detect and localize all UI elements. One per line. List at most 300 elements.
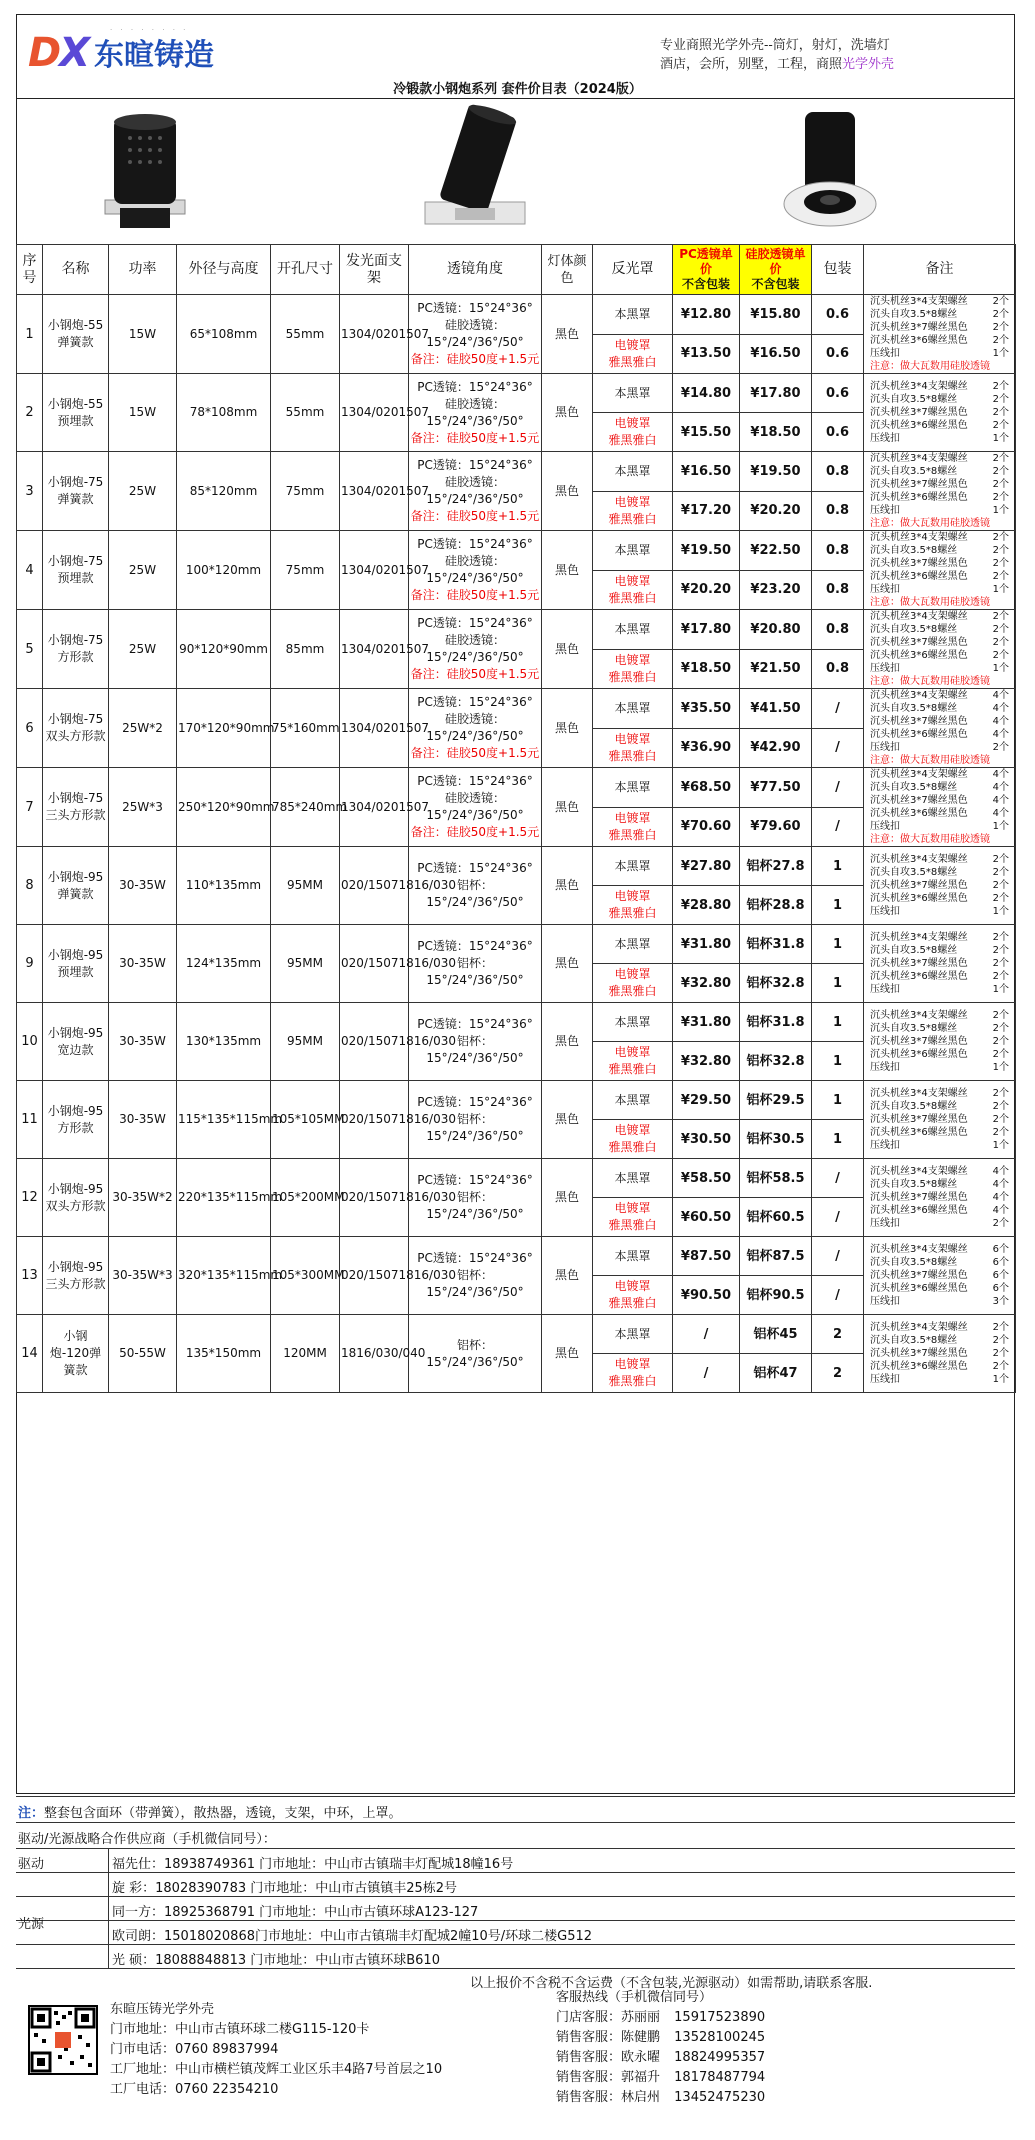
pc-price: /	[673, 1354, 740, 1393]
note-label: 注：	[18, 1806, 45, 1821]
bracket-spec: 1304/0201507	[340, 610, 409, 689]
note-line	[870, 1022, 1009, 1035]
note-line	[870, 1256, 1009, 1269]
note-qty: 2个	[992, 1010, 1009, 1021]
footer-divider	[16, 1944, 1015, 1945]
note-line	[870, 983, 1009, 996]
footer-divider	[16, 1796, 1015, 1797]
note-line	[870, 728, 1009, 741]
dimensions: 85*120mm	[177, 452, 271, 531]
body-color: 黑色	[542, 925, 593, 1003]
slogan-line-2: 酒店，会所，别墅，工程，商照	[660, 57, 843, 72]
supplier-title: 驱动/光源战略合作供应商（手机微信同号）：	[18, 1832, 276, 1847]
accessory-notes	[864, 295, 1016, 374]
note-qty: 2个	[992, 1088, 1009, 1099]
reflector-plated	[593, 807, 673, 847]
pack-size: 1	[812, 1081, 864, 1120]
cutout-size: 85mm	[271, 610, 340, 689]
lens-note: 备注：硅胶50度+1.5元	[410, 667, 540, 681]
note-line	[870, 295, 1009, 308]
note-qty: 2个	[992, 1218, 1009, 1229]
reflector-plated	[593, 886, 673, 925]
note-qty: 2个	[992, 1023, 1009, 1034]
pack-size: /	[812, 768, 864, 808]
si-price: ¥21.50	[740, 649, 812, 689]
product-name: 小钢炮-120弹簧款	[43, 1315, 109, 1393]
pack-size: 0.8	[812, 491, 864, 531]
row-number: 5	[17, 610, 43, 689]
service-info	[556, 1988, 765, 2108]
warn-note: 注意：做大瓦数用硅胶透镜	[870, 518, 990, 529]
reflector-plated-1: 电镀罩	[614, 967, 651, 981]
drive-label: 驱动	[18, 1857, 45, 1872]
pack-size: /	[812, 689, 864, 729]
note-line	[870, 1269, 1009, 1282]
table-row	[17, 847, 1016, 886]
si-price: 铝杯31.8	[740, 925, 812, 964]
lens-al: 铝杯：15°/24°/36°/50°	[426, 1034, 524, 1065]
body-color: 黑色	[542, 295, 593, 374]
note-item: 沉头机丝3*4支架螺丝	[870, 769, 968, 780]
note-qty: 2个	[992, 558, 1009, 569]
note-line	[870, 1373, 1009, 1386]
note-item: 沉头机丝3*7螺丝黑色	[870, 795, 968, 806]
product-name: 小钢炮-95宽边款	[43, 1003, 109, 1081]
dimensions: 115*135*115mm	[177, 1081, 271, 1159]
cutout-size: 785*240mm	[271, 768, 340, 847]
reflector-plated	[593, 1120, 673, 1159]
note-qty: 2个	[992, 611, 1009, 622]
power: 25W*2	[109, 689, 177, 768]
lens-al: 铝杯：15°/24°/36°/50°	[426, 956, 524, 987]
table-row	[17, 610, 1016, 650]
note-item: 沉头机丝3*4支架螺丝	[870, 1166, 968, 1177]
dimensions: 100*120mm	[177, 531, 271, 610]
supplier-item: 福先仕：18938749361 门市地址：中山市古镇瑞丰灯配城18幢16号	[112, 1857, 514, 1872]
lens-pc: PC透镜：15°24°36°	[417, 537, 533, 551]
note-line	[870, 866, 1009, 879]
note-qty: 2个	[992, 571, 1009, 582]
note-qty: 2个	[992, 945, 1009, 956]
pc-price-label: PC透镜单价	[679, 247, 733, 276]
note-line	[870, 741, 1009, 754]
title-divider	[16, 98, 1015, 99]
dimensions: 65*108mm	[177, 295, 271, 374]
si-price: 铝杯28.8	[740, 886, 812, 925]
reflector-plated-2: 雅黑雅白	[608, 433, 657, 447]
lens-pc: PC透镜：15°24°36°	[417, 861, 533, 875]
lens-angle	[409, 610, 542, 689]
note-item: 沉头机丝3*7螺丝黑色	[870, 1192, 968, 1203]
pack-size: 2	[812, 1315, 864, 1354]
reflector-plated-2: 雅黑雅白	[608, 748, 657, 763]
dx-logo-mark: DX	[28, 30, 89, 76]
bracket-spec: 1304/0201507	[340, 452, 409, 531]
note-qty: 2个	[992, 335, 1009, 346]
table-row	[17, 452, 1016, 492]
accessory-notes	[864, 1237, 1016, 1315]
pack-size: 2	[812, 1354, 864, 1393]
lens-pc: PC透镜：15°24°36°	[417, 1017, 533, 1031]
dimensions: 170*120*90mm	[177, 689, 271, 768]
header-lens: 透镜角度	[409, 245, 542, 295]
note-qty: 1个	[992, 1374, 1009, 1385]
cutout-size: 120MM	[271, 1315, 340, 1393]
accessory-notes	[864, 531, 1016, 610]
note-line	[870, 308, 1009, 321]
note-qty: 4个	[992, 716, 1009, 727]
note-item: 沉头自攻3.5*8螺丝	[870, 1101, 958, 1112]
downlight-trimless-icon	[780, 108, 880, 238]
reflector-plated-2: 雅黑雅白	[608, 1296, 657, 1310]
note-item: 沉头机丝3*6螺丝黑色	[870, 1361, 968, 1372]
reflector-plated	[593, 570, 673, 610]
pack-size: 1	[812, 964, 864, 1003]
reflector-black: 本黑罩	[593, 1237, 673, 1276]
si-price: 铝杯27.8	[740, 847, 812, 886]
reflector-plated-1: 电镀罩	[614, 889, 651, 903]
warn-note: 注意：做大瓦数用硅胶透镜	[870, 834, 990, 845]
lens-pc: PC透镜：15°24°36°	[417, 1251, 533, 1265]
service-phone[interactable]: 13528100245	[674, 2030, 766, 2045]
lens-angle	[409, 768, 542, 847]
note-qty: 4个	[992, 769, 1009, 780]
note-item: 沉头自攻3.5*8螺丝	[870, 703, 958, 714]
reflector-plated	[593, 1042, 673, 1081]
product-name: 小钢炮-75方形款	[43, 610, 109, 689]
accessory-notes	[864, 1003, 1016, 1081]
cutout-size: 105*200MM	[271, 1159, 340, 1237]
pc-price: ¥36.90	[673, 728, 740, 768]
note-line	[870, 853, 1009, 866]
si-price: 铝杯45	[740, 1315, 812, 1354]
reflector-black: 本黑罩	[593, 1081, 673, 1120]
lens-pc: PC透镜：15°24°36°	[417, 939, 533, 953]
note-item: 沉头机丝3*6螺丝黑色	[870, 893, 968, 904]
table-row	[17, 1003, 1016, 1042]
si-price: 铝杯60.5	[740, 1198, 812, 1237]
product-name: 小钢炮-75三头方形款	[43, 768, 109, 847]
note-qty: 2个	[992, 296, 1009, 307]
si-price: 铝杯29.5	[740, 1081, 812, 1120]
header-pack: 包装	[812, 245, 864, 295]
note-item: 沉头机丝3*6螺丝黑色	[870, 1049, 968, 1060]
pc-price: ¥70.60	[673, 807, 740, 847]
product-name: 小钢炮-55预埋款	[43, 374, 109, 452]
footer-vline	[108, 1848, 109, 1968]
reflector-plated-2: 雅黑雅白	[608, 511, 657, 526]
row-number: 12	[17, 1159, 43, 1237]
reflector-plated-1: 电镀罩	[614, 1201, 651, 1215]
reflector-black: 本黑罩	[593, 847, 673, 886]
reflector-plated	[593, 1198, 673, 1237]
service-phone[interactable]: 13452475230	[674, 2090, 766, 2105]
note-line	[870, 781, 1009, 794]
service-name: 销售客服：欧永曜	[556, 2050, 661, 2065]
lens-angle	[409, 374, 542, 452]
product-name: 小钢炮-55弹簧款	[43, 295, 109, 374]
note-qty: 4个	[992, 1179, 1009, 1190]
reflector-black: 本黑罩	[593, 452, 673, 492]
note-item: 压线扣	[870, 663, 900, 674]
cutout-size: 95MM	[271, 847, 340, 925]
si-price: ¥16.50	[740, 334, 812, 374]
note-line	[870, 1061, 1009, 1074]
note-qty: 2个	[992, 407, 1009, 418]
note-qty: 2个	[992, 624, 1009, 635]
header-hole: 开孔尺寸	[271, 245, 340, 295]
note-item: 沉头机丝3*6螺丝黑色	[870, 492, 968, 503]
reflector-plated-1: 电镀罩	[614, 416, 651, 430]
note-line	[870, 1191, 1009, 1204]
service-phone[interactable]: 18178487794	[674, 2070, 766, 2085]
bracket-spec: 1304/0201507	[340, 768, 409, 847]
pc-price: ¥17.20	[673, 491, 740, 531]
note-qty: 2个	[992, 322, 1009, 333]
note-line	[870, 419, 1009, 432]
note-item: 沉头自攻3.5*8螺丝	[870, 309, 958, 320]
header-size: 外径与高度	[177, 245, 271, 295]
lens-si: 硅胶透镜：15°/24°/36°/50°	[426, 475, 524, 506]
bracket-spec: 020/15071816/030	[340, 1159, 409, 1237]
note-line	[870, 970, 1009, 983]
cutout-size: 75*160mm	[271, 689, 340, 768]
reflector-plated-1: 电镀罩	[614, 1123, 651, 1137]
pc-price: ¥90.50	[673, 1276, 740, 1315]
body-color: 黑色	[542, 768, 593, 847]
bracket-spec: 1304/0201507	[340, 374, 409, 452]
pack-size: 1	[812, 847, 864, 886]
reflector-plated-2: 雅黑雅白	[608, 1218, 657, 1232]
note-qty: 1个	[992, 348, 1009, 359]
body-color: 黑色	[542, 1081, 593, 1159]
note-line	[870, 570, 1009, 583]
lens-al: 铝杯：15°/24°/36°/50°	[426, 1337, 524, 1369]
service-phone[interactable]: 15917523890	[674, 2010, 766, 2025]
note-line	[870, 465, 1009, 478]
note-line	[870, 1178, 1009, 1191]
si-price: ¥15.80	[740, 295, 812, 335]
reflector-plated	[593, 728, 673, 768]
logo-tagline: · · · · · · · ·	[110, 26, 189, 34]
footer-note	[18, 1802, 402, 1821]
body-color: 黑色	[542, 689, 593, 768]
note-item: 沉头机丝3*4支架螺丝	[870, 296, 968, 307]
lens-angle	[409, 689, 542, 768]
cutout-size: 75mm	[271, 452, 340, 531]
reflector-plated-2: 雅黑雅白	[608, 1140, 657, 1154]
cutout-size: 95MM	[271, 1003, 340, 1081]
footer-divider	[16, 1896, 1015, 1897]
power: 25W	[109, 610, 177, 689]
note-item: 压线扣	[870, 906, 900, 917]
note-qty: 2个	[992, 1348, 1009, 1359]
note-line	[870, 1204, 1009, 1217]
note-item: 沉头机丝3*7螺丝黑色	[870, 1270, 968, 1281]
pc-price: ¥15.50	[673, 413, 740, 452]
accessory-notes	[864, 1315, 1016, 1393]
note-qty: 1个	[992, 1140, 1009, 1151]
reflector-plated-2: 雅黑雅白	[608, 827, 657, 842]
pc-price: ¥68.50	[673, 768, 740, 808]
pc-price: ¥27.80	[673, 847, 740, 886]
pc-price: ¥13.50	[673, 334, 740, 374]
lens-angle	[409, 295, 542, 374]
si-price: ¥23.20	[740, 570, 812, 610]
note-qty: 1个	[992, 984, 1009, 995]
pc-price: ¥58.50	[673, 1159, 740, 1198]
si-price: 铝杯30.5	[740, 1120, 812, 1159]
reflector-plated-2: 雅黑雅白	[608, 354, 657, 369]
si-price: ¥42.90	[740, 728, 812, 768]
power: 30-35W	[109, 847, 177, 925]
si-price: 铝杯90.5	[740, 1276, 812, 1315]
accessory-notes	[864, 452, 1016, 531]
disclaimer: 以上报价不含税不含运费（不含包装,光源驱动）如需帮助,请联系客服.	[470, 1976, 873, 1991]
power: 30-35W	[109, 925, 177, 1003]
note-line	[870, 931, 1009, 944]
downlight-tilt-icon	[415, 108, 535, 238]
brand-logo	[28, 26, 215, 76]
note-item: 沉头自攻3.5*8螺丝	[870, 466, 958, 477]
pack-size: /	[812, 1276, 864, 1315]
header-no: 序号	[17, 245, 43, 295]
pack-size: 0.8	[812, 452, 864, 492]
note-item: 沉头机丝3*7螺丝黑色	[870, 1348, 968, 1359]
reflector-plated-2: 雅黑雅白	[608, 590, 657, 605]
reflector-plated	[593, 649, 673, 689]
note-line	[870, 380, 1009, 393]
note-item: 沉头自攻3.5*8螺丝	[870, 1335, 958, 1346]
table-header-row	[17, 245, 1016, 295]
si-price: ¥77.50	[740, 768, 812, 808]
note-qty: 2个	[992, 742, 1009, 753]
note-qty: 1个	[992, 584, 1009, 595]
footer-divider	[16, 1920, 1015, 1921]
dimensions: 78*108mm	[177, 374, 271, 452]
si-price: ¥20.20	[740, 491, 812, 531]
reflector-black: 本黑罩	[593, 295, 673, 335]
note-item: 沉头机丝3*4支架螺丝	[870, 1088, 968, 1099]
product-name: 小钢炮-75弹簧款	[43, 452, 109, 531]
lens-pc: PC透镜：15°24°36°	[417, 301, 533, 315]
body-color: 黑色	[542, 1315, 593, 1393]
note-qty: 4个	[992, 782, 1009, 793]
pack-size: 1	[812, 1042, 864, 1081]
service-phone[interactable]: 18824995357	[674, 2050, 766, 2065]
company-info	[110, 2000, 442, 2100]
bracket-spec: 020/15071816/030	[340, 1003, 409, 1081]
note-line	[870, 491, 1009, 504]
note-item: 压线扣	[870, 1296, 900, 1307]
note-line	[870, 702, 1009, 715]
note-qty: 2个	[992, 545, 1009, 556]
note-line	[870, 649, 1009, 662]
note-line	[870, 1282, 1009, 1295]
brand-name: 东暄铸造	[94, 38, 215, 73]
table-row	[17, 768, 1016, 808]
note-qty: 4个	[992, 703, 1009, 714]
header-bracket: 发光面支架	[340, 245, 409, 295]
note-qty: 4个	[992, 795, 1009, 806]
supplier-item: 同一方：18925368791 门市地址：中山市古镇环球A123-127	[112, 1905, 479, 1920]
dimensions: 220*135*115mm	[177, 1159, 271, 1237]
pack-size: /	[812, 1198, 864, 1237]
company-line: 工厂地址：中山市横栏镇茂辉工业区乐丰4路7号首层之10	[110, 2062, 443, 2077]
power: 30-35W	[109, 1003, 177, 1081]
light-label: 光源	[18, 1917, 45, 1932]
note-line	[870, 1217, 1009, 1230]
reflector-plated-1: 电镀罩	[614, 337, 651, 352]
lens-pc: PC透镜：15°24°36°	[417, 1095, 533, 1109]
note-qty: 4个	[992, 1192, 1009, 1203]
table-row	[17, 1315, 1016, 1354]
note-line	[870, 583, 1009, 596]
note-item: 沉头机丝3*4支架螺丝	[870, 690, 968, 701]
note-item: 压线扣	[870, 348, 900, 359]
accessory-notes	[864, 1159, 1016, 1237]
footer-divider	[16, 1848, 1015, 1849]
si-price: 铝杯32.8	[740, 964, 812, 1003]
note-item: 沉头机丝3*6螺丝黑色	[870, 650, 968, 661]
row-number: 11	[17, 1081, 43, 1159]
note-line	[870, 1165, 1009, 1178]
bracket-spec: 1304/0201507	[340, 531, 409, 610]
note-line	[870, 715, 1009, 728]
lens-pc: PC透镜：15°24°36°	[417, 379, 533, 394]
table-row	[17, 1081, 1016, 1120]
si-price: ¥19.50	[740, 452, 812, 492]
slogan-line-1: 专业商照光学外壳--筒灯，射灯，洗墙灯	[660, 38, 890, 53]
reflector-plated-1: 电镀罩	[614, 652, 651, 667]
note-qty: 2个	[992, 650, 1009, 661]
lens-si: 硅胶透镜：15°/24°/36°/50°	[426, 554, 524, 585]
power: 50-55W	[109, 1315, 177, 1393]
reflector-plated-1: 电镀罩	[614, 1357, 651, 1371]
table-row	[17, 1237, 1016, 1276]
si-price: ¥18.50	[740, 413, 812, 452]
note-qty: 2个	[992, 420, 1009, 431]
pc-price: ¥18.50	[673, 649, 740, 689]
note-qty: 1个	[992, 433, 1009, 444]
lens-note: 备注：硅胶50度+1.5元	[410, 430, 540, 445]
pc-price: ¥17.80	[673, 610, 740, 650]
note-item: 沉头机丝3*4支架螺丝	[870, 1010, 968, 1021]
note-qty: 1个	[992, 1062, 1009, 1073]
si-price: ¥41.50	[740, 689, 812, 729]
product-name: 小钢炮-75双头方形款	[43, 689, 109, 768]
note-line	[870, 794, 1009, 807]
note-item: 沉头机丝3*4支架螺丝	[870, 532, 968, 543]
lens-pc: PC透镜：15°24°36°	[417, 774, 533, 788]
note-line	[870, 1243, 1009, 1256]
row-number: 8	[17, 847, 43, 925]
header-notes: 备注	[864, 245, 1016, 295]
pack-size: /	[812, 728, 864, 768]
accessory-notes	[864, 768, 1016, 847]
lens-note: 备注：硅胶50度+1.5元	[410, 746, 540, 760]
note-item: 沉头机丝3*6螺丝黑色	[870, 420, 968, 431]
company-line: 门市地址：中山市古镇环球二楼G115-120卡	[110, 2022, 370, 2037]
note-qty: 2个	[992, 453, 1009, 464]
lens-al: 铝杯：15°/24°/36°/50°	[426, 1190, 524, 1221]
note-line	[870, 1035, 1009, 1048]
bracket-spec: 1304/0201507	[340, 689, 409, 768]
power: 25W	[109, 452, 177, 531]
note-qty: 4个	[992, 1205, 1009, 1216]
note-item: 沉头机丝3*4支架螺丝	[870, 932, 968, 943]
dimensions: 135*150mm	[177, 1315, 271, 1393]
